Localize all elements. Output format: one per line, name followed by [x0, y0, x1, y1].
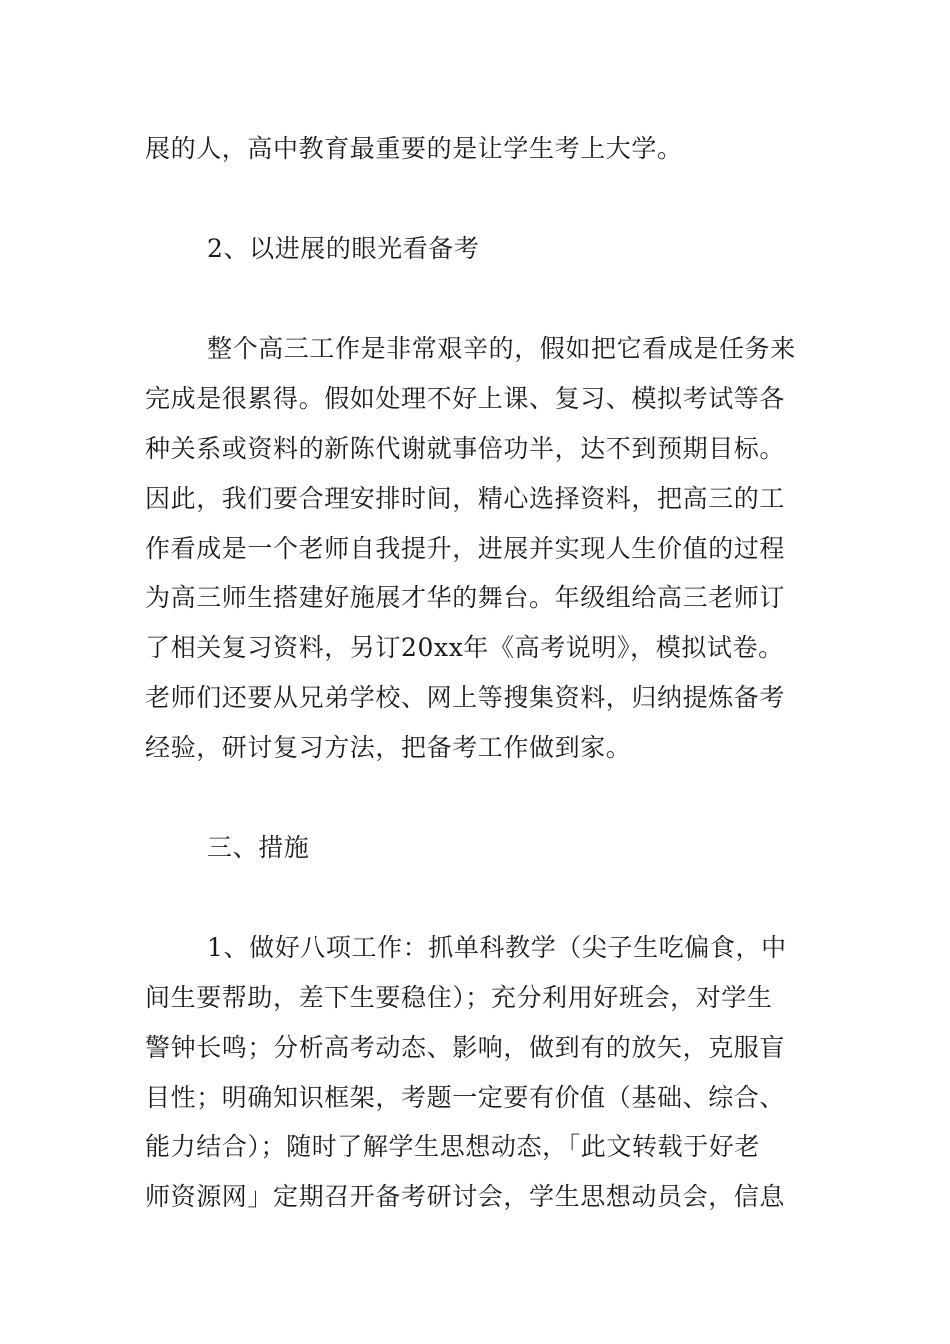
- section-heading: 2、以进展的眼光看备考: [207, 234, 480, 263]
- paragraph-line: 经验，研讨复习方法，把备考工作做到家。: [145, 733, 632, 762]
- paragraph-line: 种关系或资料的新陈代谢就事倍功半，达不到预期目标。: [145, 434, 786, 463]
- paragraph-line: 老师们还要从兄弟学校、网上等搜集资料，归纳提炼备考: [145, 683, 786, 712]
- paragraph-line: 完成是很累得。假如处理不好上课、复习、模拟考试等各: [145, 384, 786, 413]
- paragraph-line: 间生要帮助，差下生要稳住）；充分利用好班会，对学生: [145, 983, 773, 1012]
- paragraph-line: 能力结合）；随时了解学生思想动态，「此文转载于好老: [145, 1132, 761, 1161]
- paragraph-line: 了相关复习资料，另订20xx年《高考说明》，模拟试卷。: [145, 633, 784, 662]
- paragraph-line: 警钟长鸣；分析高考动态、影响，做到有的放矢，克服盲: [145, 1033, 786, 1062]
- paragraph-line: 目性；明确知识框架，考题一定要有价值（基础、综合、: [145, 1083, 786, 1112]
- paragraph-line: 因此，我们要合理安排时间，精心选择资料，把高三的工: [145, 484, 786, 513]
- paragraph-line: 作看成是一个老师自我提升，进展并实现人生价值的过程: [145, 534, 786, 563]
- paragraph-line: 整个高三工作是非常艰辛的，假如把它看成是任务来: [207, 334, 796, 363]
- paragraph-line: 师资源网」定期召开备考研讨会，学生思想动员会，信息: [145, 1182, 786, 1211]
- paragraph-line: 为高三师生搭建好施展才华的舞台。年级组给高三老师订: [145, 583, 786, 612]
- paragraph-line: 展的人，高中教育最重要的是让学生考上大学。: [145, 134, 683, 163]
- section-heading: 三、措施: [207, 833, 310, 862]
- paragraph-line: 1、做好八项工作：抓单科教学（尖子生吃偏食，中: [207, 933, 787, 962]
